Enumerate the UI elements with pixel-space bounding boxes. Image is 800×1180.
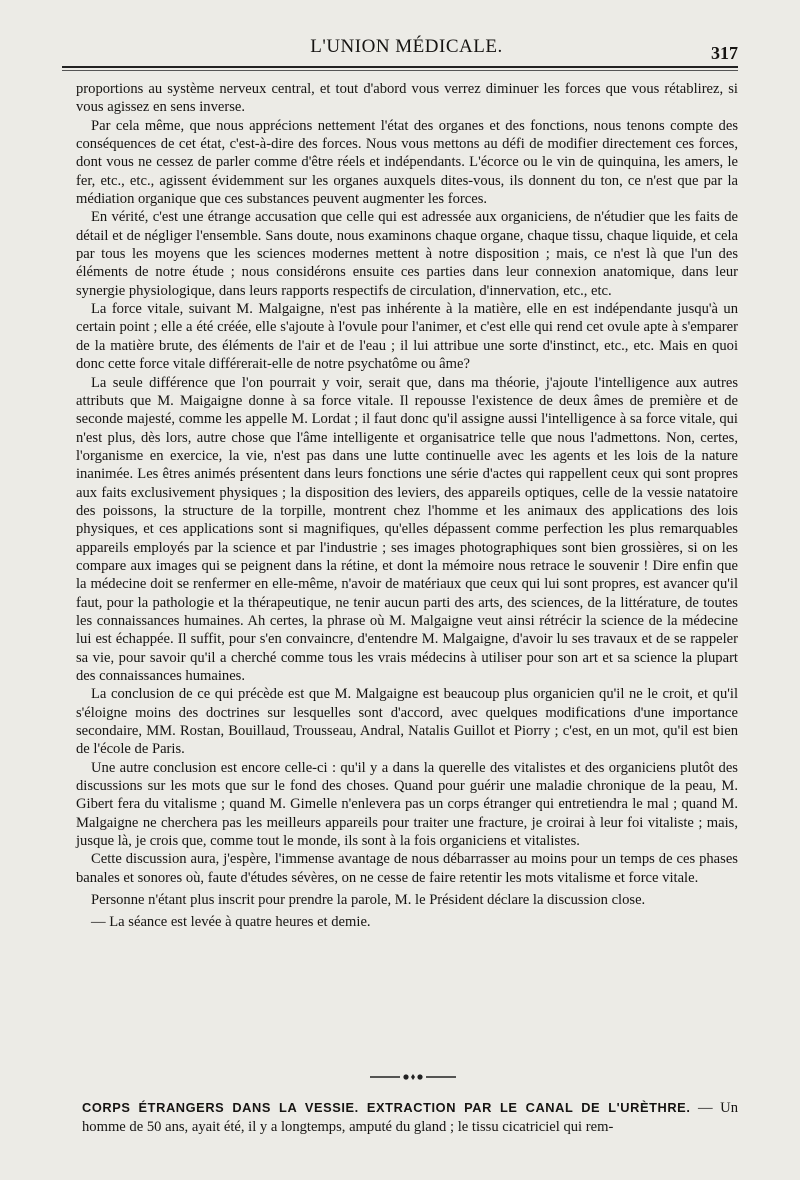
paragraph: La seule différence que l'on pourrait y voir, serait que, dans ma théorie, j'ajoute l'intelligence aux autres attributs que M. Maigaigne donne à sa force vitale. Il repousse l'existence de deux âmes de première et de seconde majesté, comme les appelle M. Lordat ; il faut donc qu'il assigne aussi l'intelligence à sa force vitale, qui n'est plus, dès lors, autre chose que l'âme intelligente et organisatrice telle que nous l'admettons. Non, certes, l'organisme en exercice, la vie, n'est pas dans une lutte continuelle avec les agents et les lois de la nature inanimée. Les êtres animés présentent dans leurs fonctions une série d'actes qui rappellent ceux qui sont propres aux faits exclusivement physiques ; la disposition des leviers, des appareils optiques, celle de la vessie natatoire des poissons, la structure de la torpille, montrent chez l'homme et les animaux des applications des lois physiques, et ces applications sont si magnifiques, qu'elles dépassent comme perfection les plus remarquables appareils employés par la science et par l'industrie ; ses images photographiques sont bien grossières, si on les compare aux images qui se peignent dans la rétine, et dont la mémoire nous retrace le souvenir ! Dire enfin que la médecine doit se renfermer en elle-même, n'avoir de matériaux que ceux qui lui sont propres, est avancer qu'il faut, pour la pathologie et la thérapeutique, ne tenir aucun parti des arts, des sciences, de la littérature, de toutes les connaissances humaines. Ah certes, la phrase où M. Malgaigne veut ainsi rétrécir la science de la médecine lui est échappée. Il suffit, pour s'en convaincre, d'entendre M. Malgaigne, d'avoir lu ses travaux et de se rappeler sa vie, pour savoir qu'il a cherché comme tous les vrais médecins à utiliser pour son art et sa science la plupart des connaissances humaines. (76, 374, 738, 684)
page-header (75, 30, 738, 66)
section-divider-ornament (370, 1072, 456, 1082)
paragraph: Cette discussion aura, j'espère, l'immense avantage de nous débarrasser au moins pour un temps de ces phases banales et sonores où, faute d'études sévères, on ne cesse de faire retentir les mots vitalisme et force vitale. (76, 851, 738, 886)
paragraph: proportions au système nerveux central, et tout d'abord vous verrez diminuer les forces que vous rétablirez, si vous agissez en sens inverse. (76, 81, 738, 116)
running-title: L'UNION MÉDICALE. (310, 36, 503, 57)
paragraph: Une autre conclusion est encore celle-ci : qu'il y a dans la querelle des vitalistes et des organiciens plutôt des discussions sur les mots que sur le fond des choses. Quand pour guérir une maladie chronique de la peau, M. Gibert fera du vitalisme ; quand M. Gimelle n'enlevera pas un corps étranger qui entretiendra le mal ; quand M. Malgaigne ne cherchera pas les meilleurs appareils pour traiter une fracture, je croirai à leur foi vitaliste ; mais, jusque là, je crois que, comme tout le monde, ils sont à la fois organiciens et vitalistes. (76, 759, 738, 850)
paragraph: La force vitale, suivant M. Malgaigne, n'est pas inhérente à la matière, elle en est indépendante jusqu'à un certain point ; elle a été créée, elle s'ajoute à l'ovule pour l'animer, et c'est elle qui rend cet ovule apte à s'emparer de la matière brute, des éléments de l'air et de l'eau ; il lui attribue une sorte d'instinct, etc., etc. Mais en quoi donc cette force vitale différerait-elle de notre psychatôme ou âme? (76, 301, 738, 373)
article-body (76, 80, 738, 932)
page-number: 317 (711, 43, 738, 63)
section-text: — Un homme de 50 ans, ayait été, il y a longtemps, amputé du gland ; le tissu cicatriciel qui rem- (82, 1100, 738, 1135)
closing-line: — La séance est levée à quatre heures et demie. (91, 914, 371, 931)
paragraph: La conclusion de ce qui précède est que M. Malgaigne est beaucoup plus organicien qu'il ne le croit, et qu'il s'éloigne moins des doctrines sur lesquelles sont d'accord, avec quelques modifications d'une importance secondaire, MM. Rostan, Bouillaud, Trousseau, Andral, Natalis Guillot et Piorry ; c'est, en un mot, qu'il est bien de l'école de Paris. (76, 686, 738, 758)
next-section (82, 1098, 738, 1137)
header-rule (62, 66, 738, 68)
paragraph: Par cela même, que nous apprécions nettement l'état des organes et des fonctions, nous tenons compte des conséquences de cet état, c'est-à-dire des forces. Nous vous mettons au défi de modifier directement ces forces, dont vous ne cessez de parler comme d'être réels et indépendants. L'écorce ou le vin de quinquina, les amers, le fer, etc., etc., agissent évidemment sur les organes auxquels dites-vous, ils donnent du ton, ce n'est que par la médiation organique que ces substances peuvent augmenter les forces. (76, 117, 738, 208)
paragraph: En vérité, c'est une étrange accusation que celle qui est adressée aux organiciens, de n'étudier que les faits de détail et de négliger l'ensemble. Sans doute, nous examinons chaque organe, chaque tissu, chaque liquide, et cela par tous les moyens que les sciences modernes mettent à notre disposition ; mais, ce n'est là que l'un des éléments de notre étude ; nous considérons ensuite ces parties dans leur connexion anatomique, dans leur synergie physiologique, dans leurs rapports respectifs de circulation, d'innervation, etc., etc. (76, 209, 738, 299)
header-rule-thin (62, 70, 738, 71)
section-title: CORPS ÉTRANGERS DANS LA VESSIE. EXTRACTION PAR LE CANAL DE L'URÈTHRE. (82, 1100, 691, 1115)
paragraph: Personne n'étant plus inscrit pour prendre la parole, M. le Président déclare la discussion close. (91, 892, 646, 909)
